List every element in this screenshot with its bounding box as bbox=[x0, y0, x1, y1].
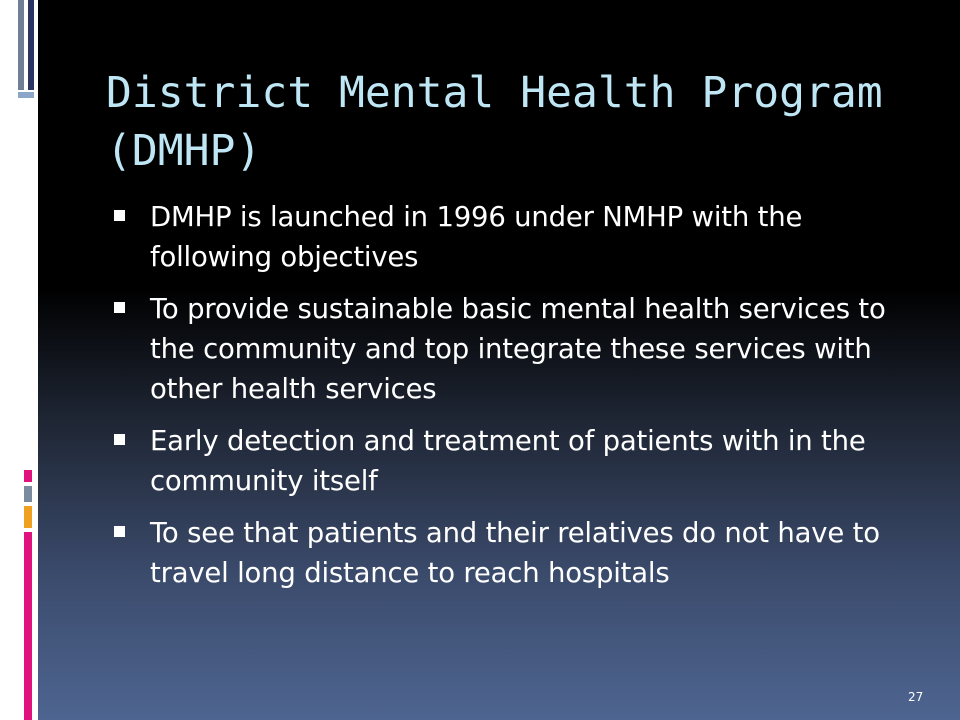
bullet-item bbox=[114, 421, 914, 501]
bullet-item bbox=[114, 513, 914, 593]
decorative-bar-orange bbox=[24, 506, 32, 528]
decorative-bar-magenta-1 bbox=[24, 470, 32, 482]
page-number: 27 bbox=[908, 690, 924, 704]
decorative-bar-top-navy bbox=[28, 0, 34, 90]
square-bullet-icon bbox=[114, 434, 125, 445]
square-bullet-icon bbox=[114, 526, 125, 537]
bullet-text: Early detection and treatment of patients with in the community itself bbox=[150, 425, 866, 497]
bullet-text: To provide sustainable basic mental health services to the community and top integrate these services with other health services bbox=[150, 293, 886, 405]
left-margin bbox=[0, 0, 38, 720]
decorative-bar-magenta-2 bbox=[24, 532, 32, 720]
square-bullet-icon bbox=[114, 302, 125, 313]
bullet-text: To see that patients and their relatives do not have to travel long distance to reach hospitals bbox=[150, 517, 880, 589]
bullet-text: DMHP is launched in 1996 under NMHP with the following objectives bbox=[150, 201, 803, 273]
slide-title: District Mental Health Program (DMHP) bbox=[106, 68, 883, 176]
decorative-bar-gray-1 bbox=[24, 486, 32, 502]
decorative-bar-top-blue bbox=[18, 92, 34, 98]
bullet-item bbox=[114, 197, 914, 277]
decorative-bar-top-gray bbox=[18, 0, 24, 90]
bullet-item bbox=[114, 289, 914, 409]
square-bullet-icon bbox=[114, 210, 125, 221]
bullet-list bbox=[114, 197, 914, 605]
